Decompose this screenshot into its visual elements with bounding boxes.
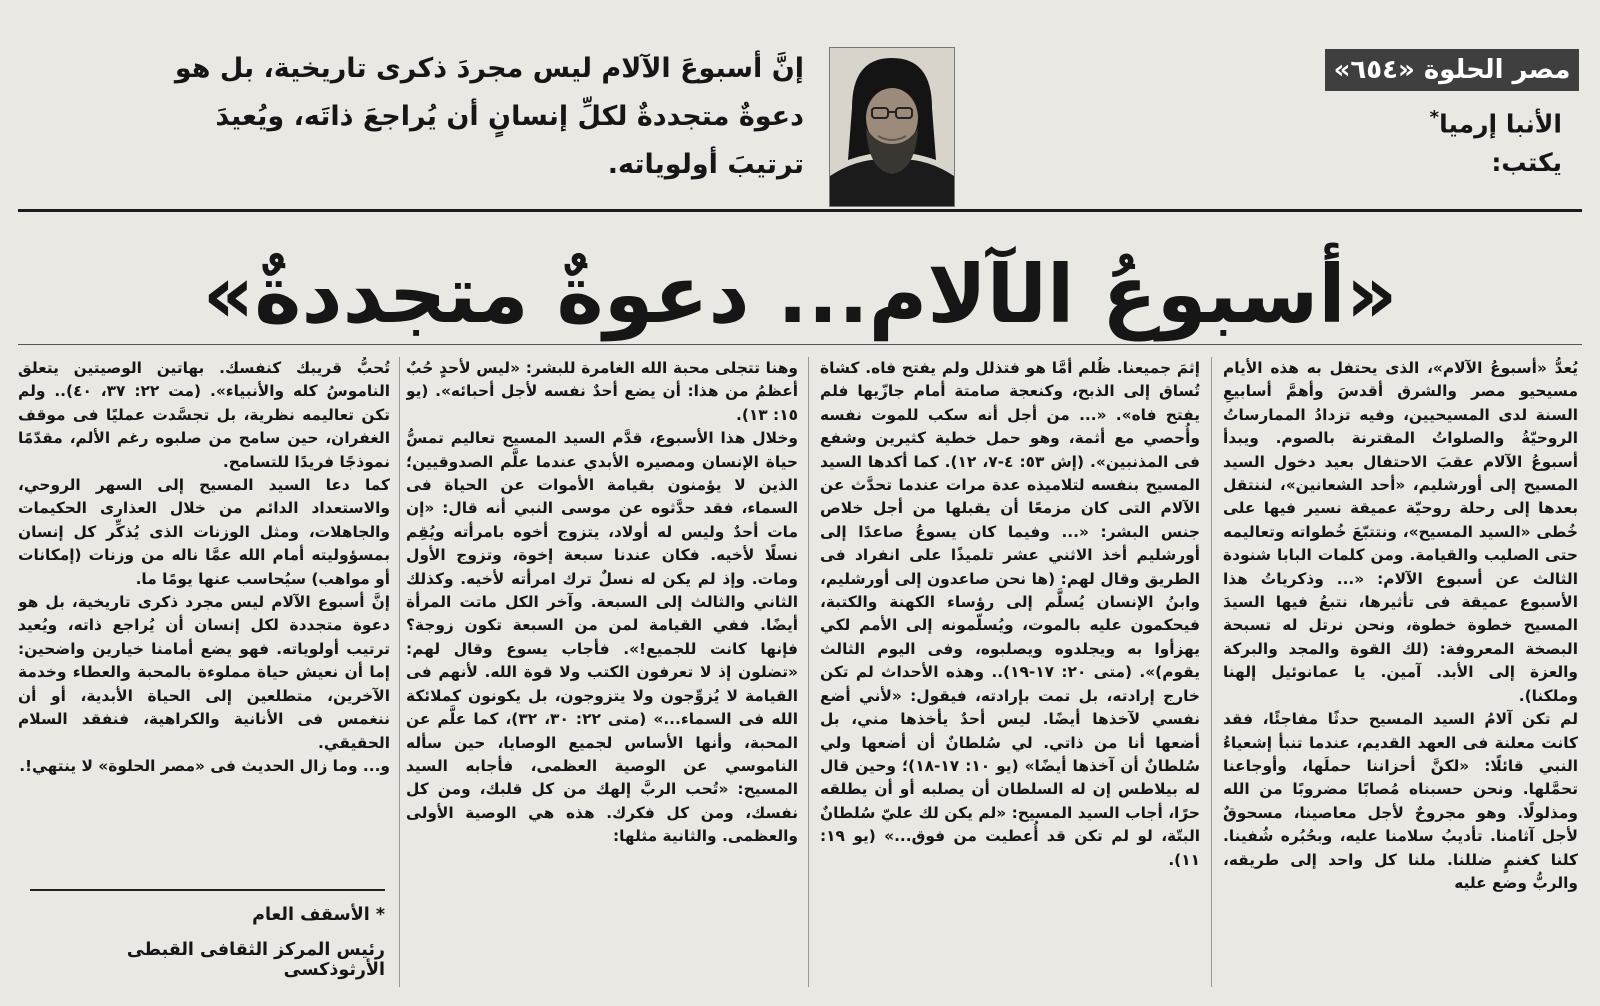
column-3-text: وهنا تتجلى محبة الله الغامرة للبشر: «ليس لأحدٍ حُبٌ أعظمُ من هذا: أن يضع أحدٌ نفسه لأجل أحبائه». (يو ١٥: ١٣). وخلال هذا الأسبوع، قدَّم السيد المسيح تعاليم تمسُّ حياة الإنسان ومصيره الأبدي عندما علَّم الصدوقيين؛ الذين لا يؤمنون بقيامة الأموات عن الحياة فى السماء، فقد حدَّثوه عن موسى النبي أنه قال: «إن مات أحدٌ وليس له أولاد، يتزوج أخوه بامرأته ويُقِم نسلًا لأخيه. فكان عندنا سبعة إخوة، وتزوج الأول ومات. وإذ لم يكن له نسلٌ ترك امرأته لأخيه. وكذلك الثاني والثالث إلى السبعة. وآخر الكل ماتت المرأة أيضًا. ففي القيامة لمن من السبعة تكون زوجة؟ فإنها كانت للجميع!». فأجاب يسوع وقال لهم: «تضلون إذ لا تعرفون الكتب ولا قوة الله. لأنهم فى القيامة لا يُزوِّجون ولا يتزوجون، بل يكونون كملائكة الله فى السماء...» (متى ٢٢: ٣٠، ٣٢)، كما علَّم عن المحبة، وأنها الأساس لجميع الوصايا، حين سأله الناموسي عن الوصية العظمى، فأجابه السيد المسيح: «تُحب الربَّ إلهك من كل قلبك، ومن كل نفسك، ومن كل فكرك. هذه هي الوصية الأولى والعظمى. والثانية مثلها: [406,359,798,846]
column-separator [399,357,400,987]
column-2-text: إثمَ جميعنا. ظُلم أمَّا هو فتذلل ولم يفتح فاه. كشاة تُساق إلى الذبح، وكنعجة صامتة أمام جازّيها فلم يفتح فاه». «... من أجل أنه سكب للموت نفسه وأُحصي مع أثمة، وهو حمل خطية كثيرين وشفع فى المذنبين». (إش ٥٣: ٤-٧، ١٢). كما أكدها السيد المسيح بنفسه لتلاميذه عدة مرات عندما تحدَّث عن الآلام التى كان مزمعًا أن يقبلها من أجل خلاص جنس البشر: «... وفيما كان يسوعُ صاعدًا إلى أورشليم أخذ الاثني عشر تلميذًا على انفراد فى الطريق وقال لهم: (ها نحن صاعدون إلى أورشليم، وابنُ الإنسان يُسلَّم إلى رؤساء الكهنة والكتبة، فيحكمون عليه بالموت، ويُسلّمونه إلى الأمم لكي يهزأوا به ويجلدوه ويصلبوه، وفى اليوم الثالث يقوم)». (متى ٢٠: ١٧-١٩).. وهذه الأحداث لم تكن خارج إرادته، بل تمت بإرادته، فيقول: «لأني أضع نفسي لآخذها أيضًا. ليس أحدٌ يأخذها مني، بل أضعها أنا من ذاتي. لي سُلطانٌ أن أضعها ولي سُلطانٌ أن آخذها أيضًا» (يو ١٠: ١٧-١٨)؛ وحين قال له بيلاطس إن له السلطان أن يصلبه أو أن يطلقه حرًا، أجاب السيد المسيح: «لم يكن لك عليّ سُلطانٌ البتّة، لو لم تكن قد أُعطيت من فوق...» (يو ١٩: ١١). [820,359,1200,869]
signature-divider [30,889,385,891]
column-4-text: تُحبُّ قريبك كنفسك. بهاتين الوصيتين يتعلق الناموسُ كله والأنبياء». (مت ٢٢: ٣٧، ٤٠).. ولم تكن تعاليمه نظرية، بل تجسَّدت عمليًا فى موقف الغفران، حين سامح من صلبوه رغم الألم، مقدّمًا نموذجًا فريدًا للتسامح. كما دعا السيد المسيح إلى السهر الروحي، والاستعداد الدائم من خلال العذارى الحكيمات والجاهلات، ومثل الوزنات الذى يُذكِّر كل إنسان بمسؤوليته أمام الله عمَّا ناله من وزنات (إمكانات أو مواهب) سيُحاسب عنها يومًا ما. إنَّ أسبوع الآلام ليس مجرد ذكرى تاريخية، بل هو دعوة متجددة لكل إنسان أن يُراجع ذاته، ويُعيد ترتيب أولوياته. فهو يضع أمامنا خيارين واضحين: إما أن نعيش حياة مملوءة بالمحبة والعطاء وخدمة الآخرين، متطلعين إلى الحياة الأبدية، أو أن ننغمس فى الأنانية والكراهية، فنفقد السلام الحقيقي. و... وما زال الحديث فى «مصر الحلوة» لا ينتهي!. [18,359,390,775]
article-column-4 [18,357,390,877]
column-separator [1211,357,1212,987]
author-portrait [829,47,955,207]
author-name [1430,107,1562,138]
article-column-2 [820,357,1200,997]
column-title-badge: مصر الحلوة «٦٥٤» [1325,49,1579,91]
column-1-text: يُعدُّ «أسبوعُ الآلام»، الذى يحتفل به هذه الأيام مسيحيو مصر والشرق أقدسَ وأهمَّ أسابيعِ السنة لدى المسيحيين، وفيه تزدادُ الممارساتُ الروحيّةُ والصلواتُ المقترنة بالصوم. ويبدأ أسبوعُ الآلام عقبَ الاحتفال بعيد دخول السيد المسيح إلى أورشليم، «أحد الشعانين»، لننتقل بعدها إلى رحلة روحيّة عميقة نسير فيها على خُطى «السيد المسيح»، ونتتبّعَ خُطواته وتعاليمه حتى الصليب والقيامة. ومن كلمات البابا شنودة الثالث عن أسبوع الآلام: «... وذكرياتُ هذا الأسبوع عميقة فى تأثيرها، نتبعُ فيها السيدَ المسيح خطوة خطوة، ونحن نرتل له تسبحة البصخة المعروفة: (لك القوة والمجد والبركة والعزة إلى الأبد. آمين. يا عمانوئيل إلهنا وملكنا). لم تكن آلامُ السيد المسيح حدثًا مفاجئًا، فقد كانت معلنة فى العهد القديم، عندما تنبأ إشعياءُ النبي قائلًا: «لكنَّ أحزاننا حملَها، وأوجاعنا تحمَّلها. ونحن حسبناه مُصابًا مضروبًا من الله ومذلولًا. وهو مجروحٌ لأجل معاصينا، مسحوقٌ لأجل آثامنا. تأديبُ سلامنا عليه، وبحُبُره شُفينا. كلنا كغنمٍ ضللنا. ملنا كل واحد إلى طريقه، والربُّ وضع عليه [1223,359,1578,892]
signature-title: * الأسقف العام [252,905,385,925]
signature-affiliation: رئيس المركز الثقافى القبطى الأرثوذكسى [126,940,385,980]
headline-divider [18,344,1582,345]
pull-quote: إنَّ أسبوعَ الآلام ليس مجردَ ذكرى تاريخية، بل هو دعوةٌ متجددةٌ لكلِّ إنسانٍ أن يُراجعَ ذاتَه، ويُعيدَ ترتيبَ أولوياته. [174,53,804,180]
writes-label: يكتب: [1491,148,1562,177]
author-footnote-mark: * [1429,107,1440,128]
article-headline: «أسبوعُ الآلام... دعوةٌ متجددةٌ» [202,248,1398,341]
article-column-3 [406,357,798,997]
portrait-illustration [830,48,954,206]
author-name-text: الأنبا إرميا [1439,109,1562,139]
header-divider [18,209,1582,212]
column-separator [808,357,809,987]
article-column-1 [1223,357,1578,997]
